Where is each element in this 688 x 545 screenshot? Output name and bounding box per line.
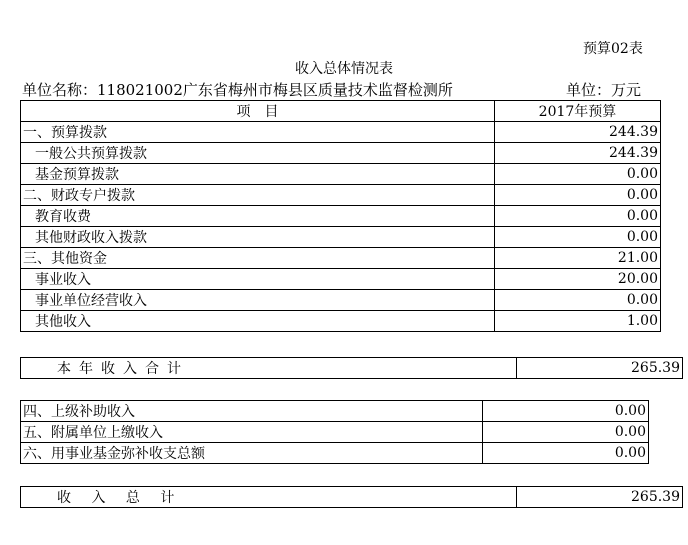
table-row <box>21 122 661 143</box>
table-header-row <box>21 101 661 122</box>
table-row <box>21 227 661 248</box>
grand-total-row <box>21 487 683 508</box>
row-label: 教育收费 <box>21 206 495 227</box>
form-code: 预算02表 <box>583 41 643 57</box>
table-row <box>21 422 649 443</box>
row-label: 六、用事业基金弥补收支总额 <box>21 443 483 464</box>
row-value: 0.00 <box>495 290 661 311</box>
row-value: 0.00 <box>495 227 661 248</box>
grand-total-text: 收 入 总 计 <box>57 490 183 506</box>
row-value: 0.00 <box>495 206 661 227</box>
currency-unit: 单位：万元 <box>566 81 642 99</box>
table-row <box>21 290 661 311</box>
table-row <box>21 248 661 269</box>
table-row <box>21 269 661 290</box>
row-label: 事业单位经营收入 <box>21 290 495 311</box>
row-value: 0.00 <box>483 401 649 422</box>
row-value: 0.00 <box>495 185 661 206</box>
table-row <box>21 443 649 464</box>
row-value: 0.00 <box>483 422 649 443</box>
row-label: 二、财政专户拨款 <box>21 185 495 206</box>
row-label: 其他收入 <box>21 311 495 332</box>
annual-total-label <box>21 358 517 379</box>
table-row <box>21 206 661 227</box>
row-label: 五、附属单位上缴收入 <box>21 422 483 443</box>
row-label: 四、上级补助收入 <box>21 401 483 422</box>
row-label: 基金预算拨款 <box>21 164 495 185</box>
annual-total-row <box>21 358 683 379</box>
row-label: 事业收入 <box>21 269 495 290</box>
annual-total-table <box>20 357 683 379</box>
row-value: 1.00 <box>495 311 661 332</box>
table-row <box>21 164 661 185</box>
row-value: 20.00 <box>495 269 661 290</box>
row-value: 21.00 <box>495 248 661 269</box>
row-label: 一、预算拨款 <box>21 122 495 143</box>
row-label: 其他财政收入拨款 <box>21 227 495 248</box>
header-item: 项 目 <box>21 101 495 122</box>
row-label: 三、其他资金 <box>21 248 495 269</box>
header-year: 2017年预算 <box>495 101 661 122</box>
other-income-table <box>20 400 649 464</box>
table-row <box>21 143 661 164</box>
grand-total-table <box>20 486 683 508</box>
row-label: 一般公共预算拨款 <box>21 143 495 164</box>
row-value: 244.39 <box>495 143 661 164</box>
table-row <box>21 185 661 206</box>
annual-total-value: 265.39 <box>517 358 683 379</box>
grand-total-value: 265.39 <box>517 487 683 508</box>
page-title: 收入总体情况表 <box>295 61 393 77</box>
row-value: 244.39 <box>495 122 661 143</box>
row-value: 0.00 <box>483 443 649 464</box>
unit-name: 单位名称：118021002广东省梅州市梅县区质量技术监督检测所 <box>22 81 453 99</box>
annual-total-text: 本年收入合计 <box>57 361 189 377</box>
row-value: 0.00 <box>495 164 661 185</box>
grand-total-label <box>21 487 517 508</box>
table-row <box>21 311 661 332</box>
income-table <box>20 100 661 332</box>
table-row <box>21 401 649 422</box>
